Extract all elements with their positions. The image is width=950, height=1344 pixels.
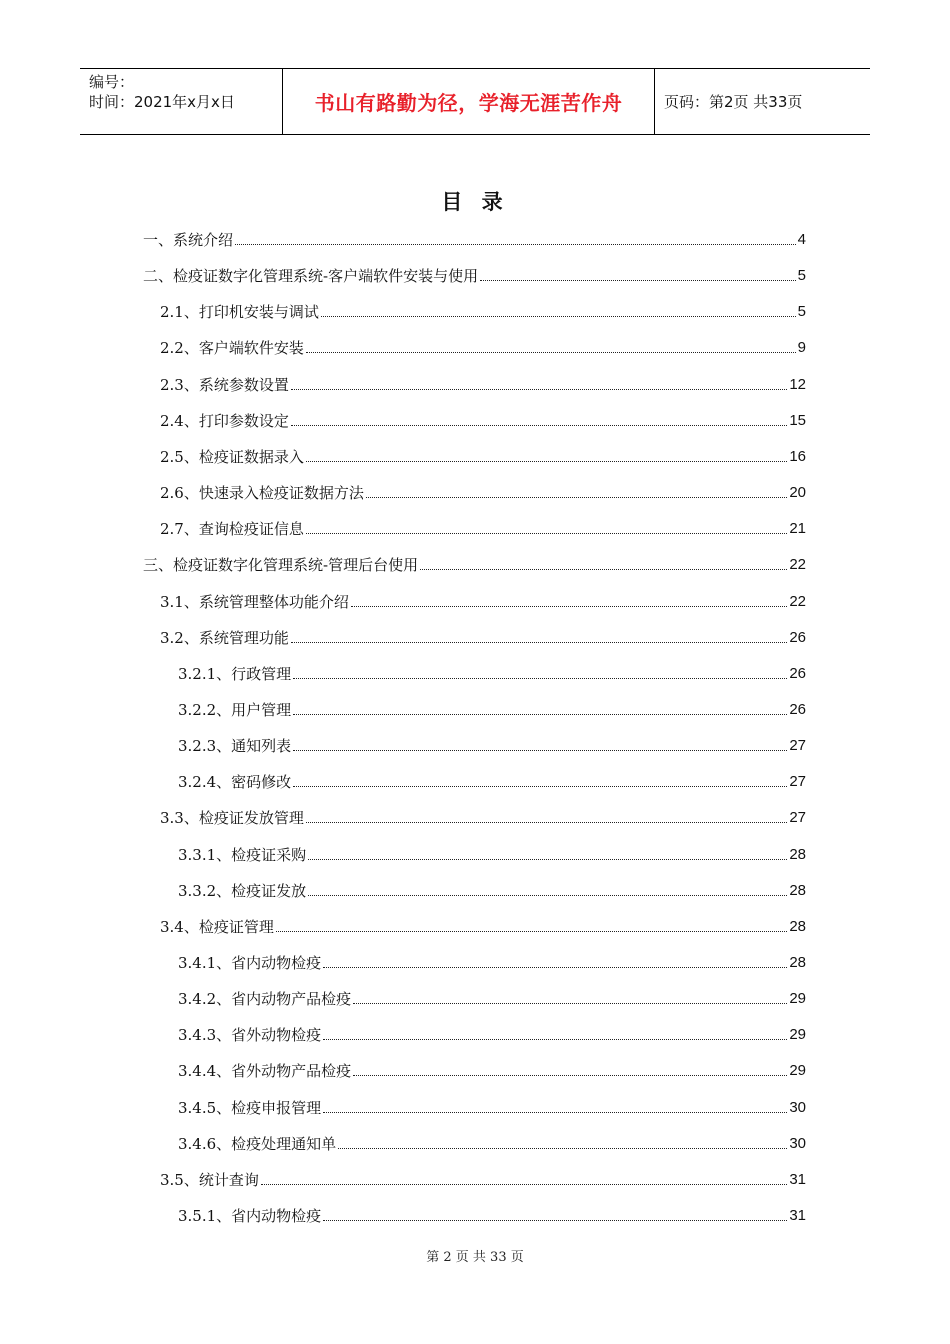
toc-entry-page: 29 bbox=[789, 1026, 806, 1044]
toc-entry[interactable] bbox=[178, 660, 806, 684]
toc-dot-leader bbox=[353, 1003, 787, 1004]
toc-entry-label: 2.4、打印参数设定 bbox=[160, 411, 289, 430]
toc-dot-leader bbox=[261, 1184, 787, 1185]
page-header bbox=[80, 68, 870, 135]
toc-dot-leader bbox=[323, 1039, 787, 1040]
toc-entry-page: 30 bbox=[789, 1134, 806, 1152]
toc-entry-label: 2.1、打印机安装与调试 bbox=[160, 303, 319, 322]
toc-entry-page: 16 bbox=[789, 447, 806, 465]
toc-dot-leader bbox=[306, 461, 787, 462]
toc-entry-label: 3.2.3、通知列表 bbox=[178, 737, 292, 756]
toc-entry-label: 3.5、统计查询 bbox=[160, 1170, 259, 1189]
toc-entry-label: 3.2.2、用户管理 bbox=[178, 700, 292, 719]
toc-entry-label: 3.2.4、密码修改 bbox=[178, 773, 292, 792]
toc-entry-label: 3.4、检疫证管理 bbox=[160, 917, 274, 936]
toc-dot-leader bbox=[366, 497, 787, 498]
toc-entry-label: 3.4.5、检疫申报管理 bbox=[178, 1098, 322, 1117]
toc-entry-page: 27 bbox=[789, 773, 806, 791]
toc-entry-page: 4 bbox=[797, 231, 806, 248]
toc-entry-page: 27 bbox=[789, 737, 806, 755]
toc-entry-page: 20 bbox=[789, 484, 806, 502]
toc-dot-leader bbox=[291, 642, 787, 643]
toc-entry-label: 3.1、系统管理整体功能介绍 bbox=[160, 592, 349, 611]
toc-dot-leader bbox=[353, 1075, 787, 1076]
toc-entry-page: 29 bbox=[789, 990, 806, 1008]
toc-entry-page: 26 bbox=[789, 664, 806, 682]
toc-entry[interactable] bbox=[160, 407, 806, 431]
toc-entry-label: 2.7、查询检疫证信息 bbox=[160, 520, 304, 539]
toc-entry[interactable] bbox=[160, 479, 806, 503]
toc-dot-leader bbox=[293, 750, 787, 751]
toc-dot-leader bbox=[308, 895, 787, 896]
toc-dot-leader bbox=[480, 280, 796, 281]
toc-dot-leader bbox=[321, 316, 796, 317]
header-motto bbox=[283, 69, 655, 134]
toc-entry-page: 28 bbox=[789, 845, 806, 863]
toc-entry[interactable] bbox=[178, 1202, 806, 1226]
toc-entry-label: 二、检疫证数字化管理系统-客户端软件安装与使用 bbox=[143, 267, 479, 286]
toc-entry-page: 22 bbox=[789, 592, 806, 610]
toc-dot-leader bbox=[306, 352, 796, 353]
toc-dot-leader bbox=[338, 1148, 787, 1149]
toc-dot-leader bbox=[351, 606, 787, 607]
toc-entry-page: 29 bbox=[789, 1062, 806, 1080]
toc-dot-leader bbox=[308, 859, 787, 860]
toc-dot-leader bbox=[306, 822, 787, 823]
toc-entry[interactable] bbox=[160, 298, 806, 322]
toc-entry[interactable] bbox=[143, 551, 806, 575]
toc-entry-page: 26 bbox=[789, 700, 806, 718]
header-meta bbox=[80, 69, 283, 134]
toc-entry-page: 27 bbox=[789, 809, 806, 827]
toc-dot-leader bbox=[420, 569, 787, 570]
toc-entry[interactable] bbox=[178, 1021, 806, 1045]
toc-dot-leader bbox=[323, 1220, 787, 1221]
toc-entry-label: 2.3、系统参数设置 bbox=[160, 375, 289, 394]
toc-entry-label: 3.4.6、检疫处理通知单 bbox=[178, 1134, 337, 1153]
toc-entry-label: 3.2.1、行政管理 bbox=[178, 664, 292, 683]
toc-entry-label: 2.2、客户端软件安装 bbox=[160, 339, 304, 358]
toc-entry[interactable] bbox=[160, 913, 806, 937]
toc-entry-label: 一、系统介绍 bbox=[143, 231, 234, 249]
toc-entry-page: 30 bbox=[789, 1098, 806, 1116]
toc-entry-label: 3.3.2、检疫证发放 bbox=[178, 881, 307, 900]
toc-entry-label: 3.4.2、省内动物产品检疫 bbox=[178, 990, 352, 1009]
toc-entry-label: 三、检疫证数字化管理系统-管理后台使用 bbox=[143, 556, 419, 575]
toc-entry-page: 28 bbox=[789, 881, 806, 899]
header-number: 编号： bbox=[89, 73, 135, 91]
header-motto-text: 书山有路勤为径，学海无涯苦作舟 bbox=[314, 91, 623, 115]
toc-entry-page: 12 bbox=[789, 375, 806, 393]
toc-entry[interactable] bbox=[160, 624, 806, 648]
toc-entry[interactable] bbox=[160, 334, 806, 358]
toc-entry[interactable] bbox=[178, 1130, 806, 1154]
toc-entry-label: 3.4.3、省外动物检疫 bbox=[178, 1026, 322, 1045]
header-page-info bbox=[655, 69, 870, 134]
page-footer: 第 2 页 共 33 页 bbox=[426, 1250, 524, 1265]
header-page-info-text: 页码：第2页 共33页 bbox=[664, 93, 803, 111]
toc-entry-page: 26 bbox=[789, 628, 806, 646]
toc-dot-leader bbox=[291, 425, 787, 426]
toc-entry-page: 15 bbox=[789, 411, 806, 429]
toc-entry[interactable] bbox=[143, 262, 806, 286]
toc-dot-leader bbox=[293, 786, 787, 787]
toc-entry[interactable] bbox=[160, 515, 806, 539]
toc-entry-label: 3.4.4、省外动物产品检疫 bbox=[178, 1062, 352, 1081]
toc-dot-leader bbox=[276, 931, 787, 932]
toc-entry-label: 3.3、检疫证发放管理 bbox=[160, 809, 304, 828]
toc-dot-leader bbox=[306, 533, 787, 534]
toc-entry-label: 3.4.1、省内动物检疫 bbox=[178, 954, 322, 972]
toc-entry[interactable] bbox=[178, 768, 806, 792]
toc-dot-leader bbox=[293, 714, 787, 715]
toc-entry[interactable] bbox=[178, 732, 806, 756]
toc-entry[interactable] bbox=[178, 1057, 806, 1081]
toc-dot-leader bbox=[323, 967, 787, 968]
toc-entry[interactable] bbox=[178, 877, 806, 901]
toc-dot-leader bbox=[323, 1112, 787, 1113]
toc-entry[interactable] bbox=[143, 226, 806, 250]
toc-entry[interactable] bbox=[160, 1166, 806, 1190]
toc-entry[interactable] bbox=[160, 804, 806, 828]
toc-entry[interactable] bbox=[178, 841, 806, 865]
toc-entry-label: 2.6、快速录入检疫证数据方法 bbox=[160, 484, 364, 503]
toc-entry-page: 9 bbox=[797, 339, 806, 357]
toc-entry[interactable] bbox=[178, 1094, 806, 1118]
toc-dot-leader bbox=[235, 244, 796, 245]
toc-entry[interactable] bbox=[178, 949, 806, 973]
toc-entry[interactable] bbox=[178, 985, 806, 1009]
toc-entry-page: 22 bbox=[789, 556, 806, 574]
toc-entry[interactable] bbox=[160, 588, 806, 612]
toc-entry-label: 3.2、系统管理功能 bbox=[160, 628, 289, 647]
toc-entry-page: 5 bbox=[797, 303, 806, 321]
toc-dot-leader bbox=[293, 678, 787, 679]
toc-entry-page: 28 bbox=[789, 954, 806, 971]
toc-entry-page: 31 bbox=[789, 1170, 806, 1188]
toc-entry-label: 3.5.1、省内动物检疫 bbox=[178, 1207, 322, 1226]
header-time: 时间：2021年x月x日 bbox=[89, 93, 235, 111]
toc-title: 目 录 bbox=[441, 189, 509, 214]
toc-entry[interactable] bbox=[160, 443, 806, 467]
toc-entry-label: 2.5、检疫证数据录入 bbox=[160, 447, 304, 466]
toc-entry-page: 5 bbox=[797, 267, 806, 285]
toc-entry[interactable] bbox=[160, 371, 806, 395]
toc-entry-page: 31 bbox=[789, 1207, 806, 1225]
toc-entry-page: 28 bbox=[789, 917, 806, 935]
toc-entry-label: 3.3.1、检疫证采购 bbox=[178, 845, 307, 864]
toc-entry[interactable] bbox=[178, 696, 806, 720]
toc-entry-page: 21 bbox=[789, 520, 806, 538]
toc-dot-leader bbox=[291, 389, 787, 390]
